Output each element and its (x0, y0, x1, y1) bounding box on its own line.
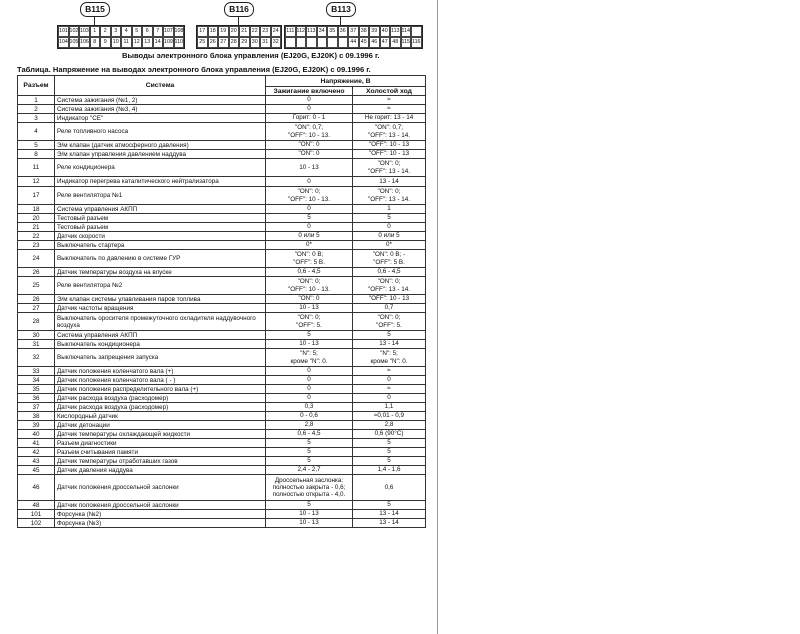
table-row (18, 412, 426, 421)
cell-idle-voltage: 0,6 - 4,5 (353, 268, 426, 277)
table-row (18, 268, 426, 277)
cell-connector-pin: 31 (18, 340, 55, 349)
cell-ignition-voltage: Горит: 0 - 1 (266, 114, 353, 123)
cell-idle-voltage: 0 (353, 223, 426, 232)
cell-idle-voltage: ≈ (353, 367, 426, 376)
cell-ignition-voltage: 5 (266, 331, 353, 340)
table-row (18, 475, 426, 501)
connector-pin: 19 (218, 26, 229, 37)
table-row (18, 385, 426, 394)
cell-ignition-voltage: 0 (266, 376, 353, 385)
table-row (18, 177, 426, 187)
cell-system: Датчик температуры воздуха на впуске (55, 268, 266, 277)
cell-connector-pin: 24 (18, 250, 55, 268)
cell-connector-pin: 23 (18, 241, 55, 250)
connector-pin (296, 37, 307, 48)
cell-idle-voltage: 13 - 14 (353, 519, 426, 528)
cell-connector-pin: 48 (18, 501, 55, 510)
table-row (18, 187, 426, 205)
connector-pin: 35 (327, 26, 338, 37)
cell-connector-pin: 20 (18, 214, 55, 223)
cell-connector-pin: 35 (18, 385, 55, 394)
cell-system: Система зажигания (№3, 4) (55, 105, 266, 114)
table-row (18, 421, 426, 430)
connector-pin: 17 (197, 26, 208, 37)
cell-connector-pin: 4 (18, 123, 55, 141)
cell-connector-pin: 27 (18, 304, 55, 313)
cell-idle-voltage: Не горит: 13 - 14 (353, 114, 426, 123)
connector-pin: 103 (79, 26, 90, 37)
cell-connector-pin: 45 (18, 466, 55, 475)
cell-system: Выключатель оросителя промежуточного охладителя наддувочного воздуха (55, 313, 266, 331)
cell-ignition-voltage: 5 (266, 448, 353, 457)
cell-ignition-voltage: 0 - 0,6 (266, 412, 353, 421)
cell-system: Реле вентилятора №1 (55, 187, 266, 205)
cell-ignition-voltage: 2,4 - 2,7 (266, 466, 353, 475)
cell-connector-pin: 26 (18, 295, 55, 304)
scan-edge-divider (437, 0, 438, 634)
connector-pin: 115 (401, 37, 412, 48)
cell-ignition-voltage: "ON": 0; "OFF": 10 - 13. (266, 187, 353, 205)
table-row (18, 123, 426, 141)
table-row (18, 295, 426, 304)
cell-idle-voltage: "N": 5; кроме "N": 0. (353, 349, 426, 367)
cell-ignition-voltage: 0* (266, 241, 353, 250)
cell-idle-voltage: "OFF": 10 - 13 (353, 141, 426, 150)
cell-connector-pin: 28 (18, 313, 55, 331)
cell-connector-pin: 2 (18, 105, 55, 114)
cell-system: Датчик детонации (55, 421, 266, 430)
connector-pin: 36 (338, 26, 349, 37)
cell-idle-voltage: 0,7 (353, 304, 426, 313)
cell-idle-voltage: 13 - 14 (353, 510, 426, 519)
cell-ignition-voltage: 0,6 - 4,5 (266, 268, 353, 277)
idle-column-header: Холостой ход (353, 87, 426, 96)
cell-connector-pin: 33 (18, 367, 55, 376)
cell-ignition-voltage: 5 (266, 457, 353, 466)
connector-pin: 6 (142, 26, 153, 37)
table-row (18, 250, 426, 268)
cell-system: Тестовый разъем (55, 223, 266, 232)
cell-idle-voltage: "ON": 0,7; "OFF": 13 - 14. (353, 123, 426, 141)
cell-idle-voltage: 13 - 14 (353, 177, 426, 187)
table-row (18, 277, 426, 295)
table-row (18, 205, 426, 214)
connector-pin: 108 (174, 26, 185, 37)
cell-ignition-voltage: "ON": 0 (266, 295, 353, 304)
table-row (18, 214, 426, 223)
cell-connector-pin: 42 (18, 448, 55, 457)
cell-connector-pin: 25 (18, 277, 55, 295)
connector-pin: 8 (90, 37, 101, 48)
table-row (18, 105, 426, 114)
connector-column-header: Разъем (18, 76, 55, 96)
cell-idle-voltage: "ON": 0; "OFF": 13 - 14. (353, 159, 426, 177)
cell-idle-voltage: 5 (353, 448, 426, 457)
pinout-caption: Выводы электронного блока управления (EJ20G, EJ20K) с 09.1996 г. (122, 51, 380, 60)
cell-system: Датчик температуры охлаждающей жидкости (55, 430, 266, 439)
cell-ignition-voltage: "ON": 0,7; "OFF": 10 - 13. (266, 123, 353, 141)
cell-system: Датчик температуры отработавших газов (55, 457, 266, 466)
table-row (18, 510, 426, 519)
cell-system: Выключатель по давлению в системе ГУР (55, 250, 266, 268)
cell-ignition-voltage: 0 (266, 385, 353, 394)
connector-pin: 1 (90, 26, 101, 37)
table-row (18, 457, 426, 466)
cell-system: Датчик положения дроссельной заслонки (55, 475, 266, 501)
cell-connector-pin: 40 (18, 430, 55, 439)
table-row (18, 150, 426, 159)
cell-idle-voltage: 0,6 (353, 475, 426, 501)
connector-pin: 109 (163, 37, 174, 48)
cell-system: Система управления АКПП (55, 205, 266, 214)
cell-idle-voltage: 0 (353, 376, 426, 385)
connector-pin: 114 (401, 26, 412, 37)
cell-system: Датчик положения распределительного вала (+) (55, 385, 266, 394)
cell-idle-voltage: 0 (353, 394, 426, 403)
cell-system: Выключатель кондиционера (55, 340, 266, 349)
cell-connector-pin: 32 (18, 349, 55, 367)
connector-pin: 3 (111, 26, 122, 37)
cell-ignition-voltage: "ON": 0 (266, 150, 353, 159)
cell-connector-pin: 22 (18, 232, 55, 241)
connector-pin: 31 (260, 37, 271, 48)
connector-pin (327, 37, 338, 48)
cell-idle-voltage: "OFF": 10 - 13 (353, 150, 426, 159)
cell-system: Реле топливного насоса (55, 123, 266, 141)
cell-idle-voltage: 1,1 (353, 403, 426, 412)
cell-ignition-voltage: "ON": 0; "OFF": 5. (266, 313, 353, 331)
connector-pin: 37 (348, 26, 359, 37)
connector-pin: 12 (132, 37, 143, 48)
connector-pin: 38 (359, 26, 370, 37)
cell-ignition-voltage: "N": 5; кроме "N": 0. (266, 349, 353, 367)
connector-pin: 29 (239, 37, 250, 48)
cell-idle-voltage: 2,8 (353, 421, 426, 430)
table-row (18, 519, 426, 528)
table-row (18, 241, 426, 250)
cell-system: Датчик давления наддува (55, 466, 266, 475)
cell-system: Э/м клапан (датчик атмосферного давления) (55, 141, 266, 150)
connector-pin: 13 (142, 37, 153, 48)
cell-connector-pin: 8 (18, 150, 55, 159)
cell-ignition-voltage: "ON": 0 В; "OFF": 5 В. (266, 250, 353, 268)
connector-pin: 104 (58, 37, 69, 48)
cell-connector-pin: 46 (18, 475, 55, 501)
table-row (18, 331, 426, 340)
connector-pin: 18 (208, 26, 219, 37)
cell-idle-voltage: 5 (353, 214, 426, 223)
cell-ignition-voltage: 0,6 - 4,5 (266, 430, 353, 439)
table-row (18, 313, 426, 331)
cell-system: Выключатель стартера (55, 241, 266, 250)
voltage-column-header: Напряжение, В (266, 76, 426, 87)
cell-system: Э/м клапан управления давлением наддува (55, 150, 266, 159)
cell-idle-voltage: ≈ (353, 385, 426, 394)
connector-pin (317, 37, 328, 48)
cell-system: Система зажигания (№1, 2) (55, 96, 266, 105)
connector-pin: 26 (208, 37, 219, 48)
table-row (18, 349, 426, 367)
cell-ignition-voltage: 5 (266, 214, 353, 223)
table-row (18, 466, 426, 475)
connector-pin: 11 (121, 37, 132, 48)
table-row (18, 403, 426, 412)
pin-grid (196, 25, 282, 49)
cell-connector-pin: 3 (18, 114, 55, 123)
cell-system: Разъем диагностики (55, 439, 266, 448)
cell-idle-voltage: 0 или 5 (353, 232, 426, 241)
cell-idle-voltage: 5 (353, 331, 426, 340)
connector-pin: 20 (229, 26, 240, 37)
cell-ignition-voltage: "ON": 0; "OFF": 10 - 13. (266, 277, 353, 295)
table-row (18, 96, 426, 105)
connector-pin: 34 (317, 26, 328, 37)
cell-connector-pin: 17 (18, 187, 55, 205)
cell-connector-pin: 43 (18, 457, 55, 466)
cell-system: Датчик положения коленчатого вала ( - ) (55, 376, 266, 385)
connector-pin: 2 (100, 26, 111, 37)
cell-idle-voltage: "ON": 0; "OFF": 13 - 14. (353, 277, 426, 295)
table-row (18, 394, 426, 403)
cell-ignition-voltage: 5 (266, 439, 353, 448)
table-row (18, 448, 426, 457)
connector-label: B115 (80, 2, 110, 17)
connector-pin: 112 (296, 26, 307, 37)
cell-idle-voltage: "OFF": 10 - 13 (353, 295, 426, 304)
cell-connector-pin: 36 (18, 394, 55, 403)
connector-pin: 4 (121, 26, 132, 37)
connector-pin: 39 (369, 26, 380, 37)
cell-connector-pin: 5 (18, 141, 55, 150)
connector-pin: 116 (411, 37, 422, 48)
table-row (18, 114, 426, 123)
cell-ignition-voltage: 0 (266, 367, 353, 376)
cell-ignition-voltage: 0 или 5 (266, 232, 353, 241)
connector-pin: 27 (218, 37, 229, 48)
cell-connector-pin: 34 (18, 376, 55, 385)
connector-pin: 48 (390, 37, 401, 48)
connector-pin: 101 (58, 26, 69, 37)
connector-pin: 107 (163, 26, 174, 37)
connector-pin: 14 (153, 37, 164, 48)
cell-ignition-voltage: 10 - 13 (266, 519, 353, 528)
cell-idle-voltage: 5 (353, 457, 426, 466)
cell-system: Датчик положения дроссельной заслонки (55, 501, 266, 510)
table-row (18, 439, 426, 448)
cell-ignition-voltage: 0 (266, 177, 353, 187)
cell-ignition-voltage: "ON": 0 (266, 141, 353, 150)
connector-pin: 106 (79, 37, 90, 48)
table-row (18, 501, 426, 510)
table-row (18, 430, 426, 439)
cell-idle-voltage: "ON": 0; "OFF": 5. (353, 313, 426, 331)
voltage-table (17, 75, 426, 528)
cell-idle-voltage: ≈0,01 - 0,9 (353, 412, 426, 421)
table-body (18, 96, 426, 528)
connector-pin: 110 (174, 37, 185, 48)
connector-label: B113 (326, 2, 356, 17)
cell-system: Разъем считывания памяти (55, 448, 266, 457)
system-column-header: Система (55, 76, 266, 96)
ignition-column-header: Зажигание включено (266, 87, 353, 96)
connector-pin: 9 (100, 37, 111, 48)
cell-connector-pin: 26 (18, 268, 55, 277)
cell-idle-voltage: "ON": 0 В; - "OFF": 5 В. (353, 250, 426, 268)
cell-connector-pin: 30 (18, 331, 55, 340)
cell-idle-voltage: 1,4 - 1,6 (353, 466, 426, 475)
table-row (18, 141, 426, 150)
connector-pin: 28 (229, 37, 240, 48)
cell-ignition-voltage: 10 - 13 (266, 159, 353, 177)
cell-idle-voltage: ≈ (353, 96, 426, 105)
cell-system: Система управления АКПП (55, 331, 266, 340)
connector-pin: 45 (359, 37, 370, 48)
cell-connector-pin: 39 (18, 421, 55, 430)
cell-system: Форсунка (№2) (55, 510, 266, 519)
cell-system: Реле вентилятора №2 (55, 277, 266, 295)
connector-pin (338, 37, 349, 48)
connector-pin (306, 37, 317, 48)
cell-system: Индикатор перегрева каталитического нейтрализатора (55, 177, 266, 187)
connector-pin: 32 (271, 37, 282, 48)
cell-idle-voltage: 0,6 (90°C) (353, 430, 426, 439)
connector-pin: 10 (111, 37, 122, 48)
cell-system: Реле кондиционера (55, 159, 266, 177)
table-row (18, 159, 426, 177)
connector-pin: 30 (250, 37, 261, 48)
cell-system: Датчик положения коленчатого вала (+) (55, 367, 266, 376)
cell-idle-voltage: 13 - 14 (353, 340, 426, 349)
cell-connector-pin: 37 (18, 403, 55, 412)
table-row (18, 376, 426, 385)
cell-connector-pin: 41 (18, 439, 55, 448)
cell-system: Выключатель запрещения запуска (55, 349, 266, 367)
cell-idle-voltage: ≈ (353, 105, 426, 114)
cell-ignition-voltage: Дроссельная заслонка: полностью закрыта - 0,6; полностью открыта - 4,0. (266, 475, 353, 501)
connector-pin: 21 (239, 26, 250, 37)
cell-idle-voltage: 1 (353, 205, 426, 214)
cell-connector-pin: 101 (18, 510, 55, 519)
cell-ignition-voltage: 10 - 13 (266, 304, 353, 313)
cell-ignition-voltage: 5 (266, 501, 353, 510)
cell-ignition-voltage: 0 (266, 223, 353, 232)
cell-system: Тестовый разъем (55, 214, 266, 223)
cell-ignition-voltage: 10 - 13 (266, 340, 353, 349)
cell-ignition-voltage: 0 (266, 394, 353, 403)
cell-system: Датчик расхода воздуха (расходомер) (55, 394, 266, 403)
connector-pin: 47 (380, 37, 391, 48)
connector-pin: 25 (197, 37, 208, 48)
table-caption: Таблица. Напряжение на выводах электронного блока управления (EJ20G, EJ20K) с 09.1996 г. (17, 65, 371, 74)
cell-connector-pin: 1 (18, 96, 55, 105)
table-row (18, 367, 426, 376)
connector-pin (285, 37, 296, 48)
cell-ignition-voltage: 0 (266, 105, 353, 114)
cell-system: Датчик скорости (55, 232, 266, 241)
table-row (18, 223, 426, 232)
connector-label: B116 (224, 2, 254, 17)
cell-connector-pin: 38 (18, 412, 55, 421)
connector-pin: 5 (132, 26, 143, 37)
cell-ignition-voltage: 0 (266, 205, 353, 214)
connector-pin: 46 (369, 37, 380, 48)
connector-pin: 24 (271, 26, 282, 37)
cell-connector-pin: 102 (18, 519, 55, 528)
connector-pin: 7 (153, 26, 164, 37)
connector-pin: 40 (380, 26, 391, 37)
cell-system: Датчик частоты вращения (55, 304, 266, 313)
cell-system: Кислородный датчик (55, 412, 266, 421)
connector-pin: 22 (250, 26, 261, 37)
cell-system: Форсунка (№3) (55, 519, 266, 528)
pin-grid (284, 25, 423, 49)
cell-connector-pin: 11 (18, 159, 55, 177)
connector-pin (411, 26, 422, 37)
cell-ignition-voltage: 0,3 (266, 403, 353, 412)
connector-pin: 102 (69, 26, 80, 37)
cell-system: Э/м клапан системы улавливания паров топлива (55, 295, 266, 304)
cell-ignition-voltage: 2,8 (266, 421, 353, 430)
connector-pin: 113 (390, 26, 401, 37)
cell-connector-pin: 21 (18, 223, 55, 232)
cell-idle-voltage: 5 (353, 501, 426, 510)
connector-pin: 44 (348, 37, 359, 48)
table-row (18, 304, 426, 313)
cell-connector-pin: 18 (18, 205, 55, 214)
connector-pin: 105 (69, 37, 80, 48)
cell-connector-pin: 12 (18, 177, 55, 187)
cell-ignition-voltage: 10 - 13 (266, 510, 353, 519)
table-row (18, 340, 426, 349)
cell-idle-voltage: 5 (353, 439, 426, 448)
cell-idle-voltage: "ON": 0; "OFF": 13 - 14. (353, 187, 426, 205)
connector-pin: 23 (260, 26, 271, 37)
connector-pin: 111 (285, 26, 296, 37)
table-row (18, 232, 426, 241)
cell-system: Датчик расхода воздуха (расходомер) (55, 403, 266, 412)
cell-system: Индикатор "CE" (55, 114, 266, 123)
cell-ignition-voltage: 0 (266, 96, 353, 105)
pin-grid (57, 25, 185, 49)
connector-pin: 113 (306, 26, 317, 37)
cell-idle-voltage: 0* (353, 241, 426, 250)
